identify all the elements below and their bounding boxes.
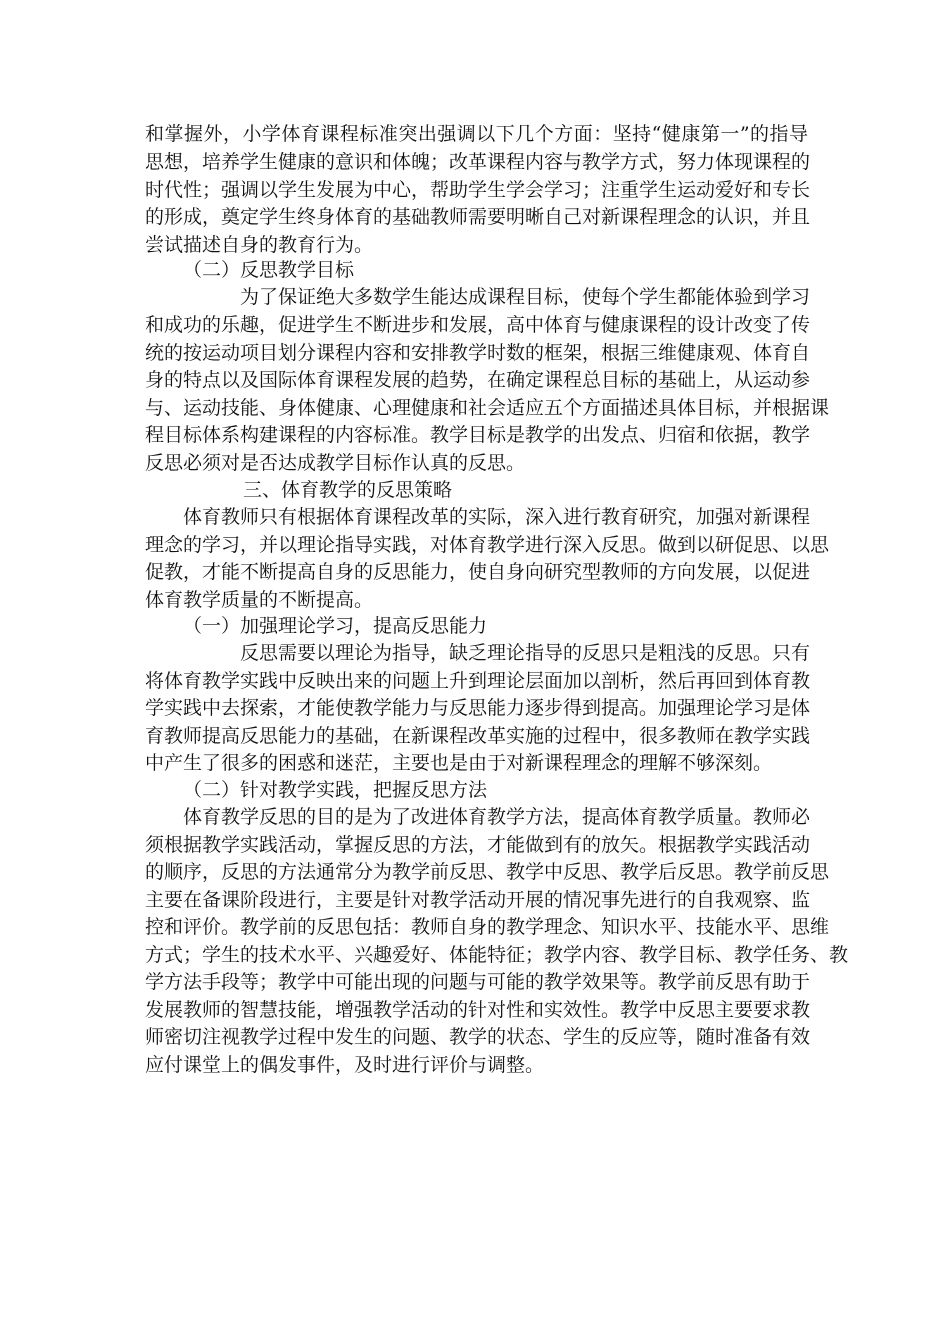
text-line: 体育教师只有根据体育课程改革的实际，深入进行教育研究，加强对新课程: [183, 506, 811, 528]
text-line: 尝试描述自身的教育行为。: [145, 234, 374, 256]
text-line: 为了保证绝大多数学生能达成课程目标，使每个学生都能体验到学习: [240, 286, 811, 308]
text-line: 的顺序，反思的方法通常分为教学前反思、教学中反思、教学后反思。教学前反思: [145, 861, 830, 883]
text-line: 的形成，奠定学生终身体育的基础教师需要明晰自己对新课程理念的认识，并且: [145, 206, 811, 228]
section-heading: 三、体育教学的反思策略: [243, 479, 453, 501]
text-line: 身的特点以及国际体育课程发展的趋势，在确定课程总目标的基础上，从运动参: [145, 369, 811, 391]
text-line: 须根据教学实践活动，掌握反思的方法，才能做到有的放矢。根据教学实践活动: [145, 834, 811, 856]
text-line: 与、运动技能、身体健康、心理健康和社会适应五个方面描述具体目标，并根据课: [145, 397, 830, 419]
text-line: 学方法手段等；教学中可能出现的问题与可能的教学效果等。教学前反思有助于: [145, 971, 811, 993]
text-line: 方式；学生的技术水平、兴趣爱好、体能特征；教学内容、教学目标、教学任务、教: [145, 944, 849, 966]
section-heading: （一）加强理论学习，提高反思能力: [183, 615, 488, 637]
text-line: 反思必须对是否达成教学目标作认真的反思。: [145, 452, 526, 474]
text-line: 发展教师的智慧技能，增强教学活动的针对性和实效性。教学中反思主要要求教: [145, 999, 811, 1021]
text-line: 体育教学反思的目的是为了改进体育教学方法，提高体育教学质量。教师必: [183, 806, 811, 828]
text-line: 时代性；强调以学生发展为中心，帮助学生学会学习；注重学生运动爱好和专长: [145, 179, 811, 201]
text-line: 育教师提高反思能力的基础，在新课程改革实施的过程中，很多教师在教学实践: [145, 725, 811, 747]
section-heading: （二）反思教学目标: [183, 259, 355, 281]
text-line: 统的按运动项目划分课程内容和安排教学时数的框架，根据三维健康观、体育自: [145, 342, 811, 364]
text-line: 反思需要以理论为指导，缺乏理论指导的反思只是粗浅的反思。只有: [240, 642, 811, 664]
text-line: 理念的学习，并以理论指导实践，对体育教学进行深入反思。做到以研促思、以思: [145, 534, 830, 556]
text-line: 应付课堂上的偶发事件，及时进行评价与调整。: [145, 1054, 545, 1076]
text-line: 控和评价。教学前的反思包括：教师自身的教学理念、知识水平、技能水平、思维: [145, 916, 830, 938]
text-line: 体育教学质量的不断提高。: [145, 589, 374, 611]
text-line: 师密切注视教学过程中发生的问题、教学的状态、学生的反应等，随时准备有效: [145, 1026, 811, 1048]
text-line: 主要在备课阶段进行，主要是针对教学活动开展的情况事先进行的自我观察、监: [145, 889, 811, 911]
text-line: 将体育教学实践中反映出来的问题上升到理论层面加以剖析，然后再回到体育教: [145, 670, 811, 692]
text-line: 促教，才能不断提高自身的反思能力，使自身向研究型教师的方向发展，以促进: [145, 561, 811, 583]
text-line: 学实践中去探索，才能使教学能力与反思能力逐步得到提高。加强理论学习是体: [145, 697, 811, 719]
text-line: 程目标体系构建课程的内容标准。教学目标是教学的出发点、归宿和依据，教学: [145, 424, 811, 446]
text-line: 和掌握外，小学体育课程标准突出强调以下几个方面：坚持“健康第一”的指导: [145, 123, 808, 145]
text-line: 和成功的乐趣，促进学生不断进步和发展，高中体育与健康课程的设计改变了传: [145, 314, 811, 336]
text-line: 中产生了很多的困惑和迷茫，主要也是由于对新课程理念的理解不够深刻。: [145, 752, 773, 774]
section-heading: （二）针对教学实践，把握反思方法: [183, 779, 488, 801]
text-line: 思想，培养学生健康的意识和体魄；改革课程内容与教学方式，努力体现课程的: [145, 151, 811, 173]
